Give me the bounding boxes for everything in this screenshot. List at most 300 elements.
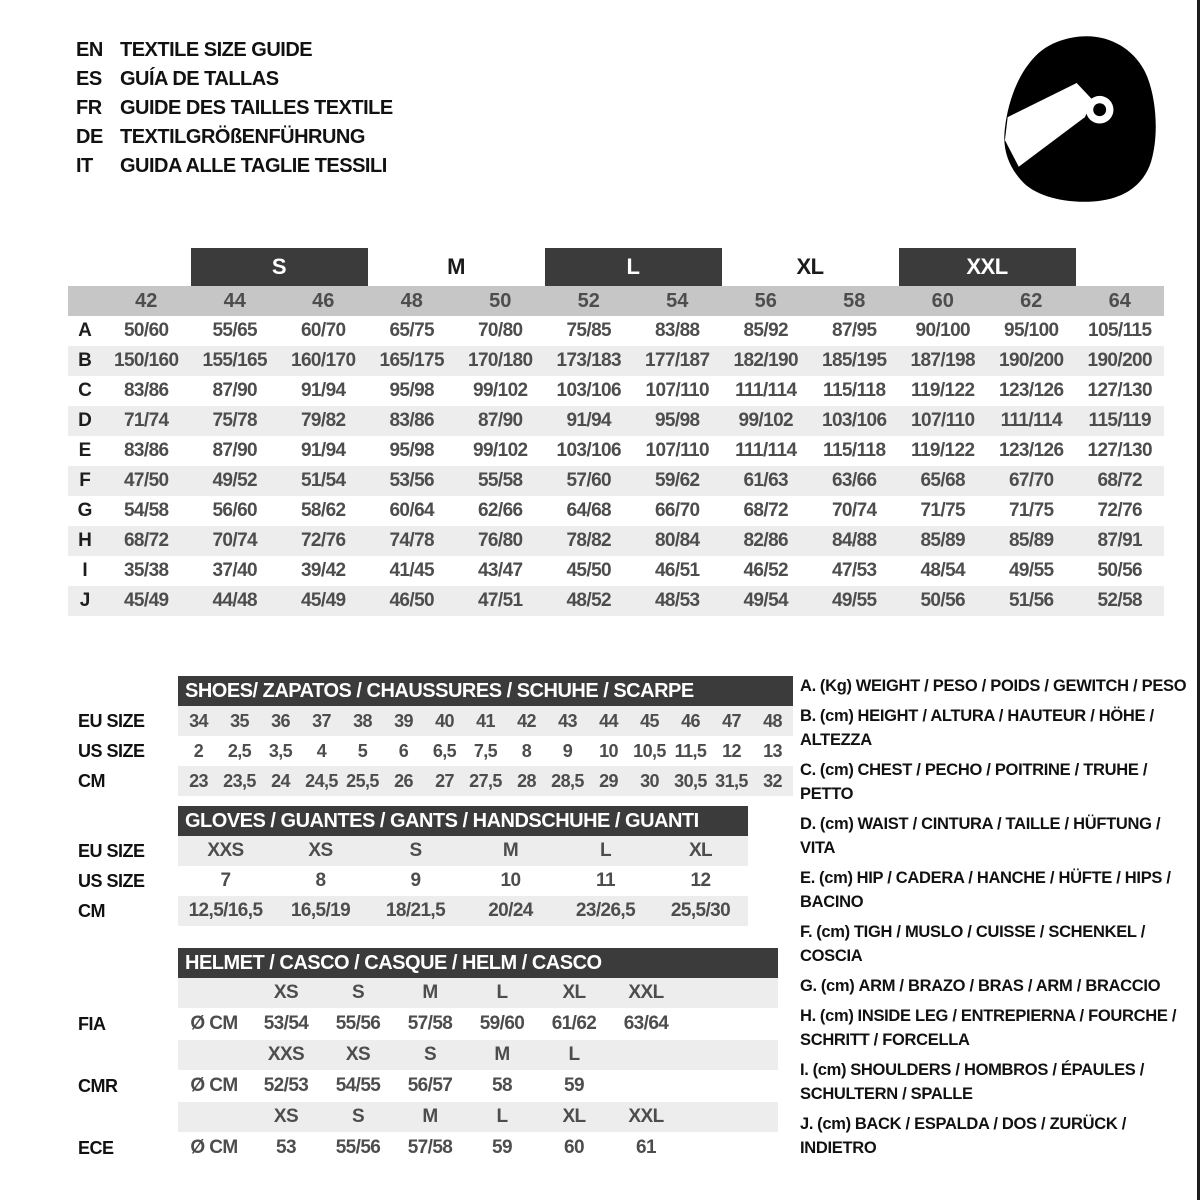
measurement-value: 48/54: [920, 560, 966, 581]
measurement-value: 54/58: [123, 500, 169, 521]
measurement-value: 83/88: [654, 320, 700, 341]
shoes-size-value: 27,5: [469, 770, 502, 791]
shoes-size-value: 30,5: [674, 770, 707, 791]
measurement-value: 99/102: [472, 380, 528, 401]
guide-title: TEXTILGRÖßENFÜHRUNG: [120, 126, 365, 148]
measurement-value: 185/195: [822, 350, 887, 371]
measurement-value: 46/51: [654, 560, 700, 581]
measurement-value: 68/72: [123, 530, 169, 551]
helmet-title-bar: HELMET / CASCO / CASQUE / HELM / CASCO: [178, 948, 778, 978]
shoes-size-value: 4: [316, 740, 327, 761]
helmet-size-value: 63/64: [623, 1013, 669, 1034]
shoes-size-value: 26: [394, 770, 413, 791]
measurement-value: 107/110: [645, 440, 709, 461]
measurement-value: 74/78: [389, 530, 435, 551]
gloves-size-value: 11: [596, 870, 615, 891]
table-row: [68, 556, 1164, 586]
measurement-value: 60/70: [300, 320, 346, 341]
row-letter: H: [78, 530, 92, 551]
legend-item: [800, 812, 1194, 860]
shoes-size-value: 6,5: [432, 740, 457, 761]
measurement-value: 155/165: [202, 350, 267, 371]
language-code: ES: [76, 68, 102, 90]
gloves-size-value: XXS: [207, 840, 244, 861]
legend-item: [800, 1004, 1194, 1052]
shoes-size-value: 42: [517, 710, 536, 731]
legend-text: CHEST / PECHO / POITRINE / TRUHE / PETTO: [800, 761, 1148, 803]
measurement-value: 46/50: [389, 590, 435, 611]
measurement-value: 47/50: [123, 470, 169, 491]
table-row: [68, 316, 1164, 346]
measurement-value: 170/180: [468, 350, 533, 371]
shoes-title-bar: SHOES/ ZAPATOS / CHAUSSURES / SCHUHE / SCARPE: [178, 676, 793, 706]
measurement-value: 127/130: [1087, 440, 1152, 461]
measurement-value: 177/187: [645, 350, 710, 371]
prefix-spacer: [178, 1102, 250, 1132]
size-number: 54: [666, 289, 689, 312]
helmet-size-value: 55/56: [335, 1013, 381, 1034]
size-number: 60: [931, 289, 954, 312]
shoes-size-value: 45: [640, 710, 659, 731]
table-row: [68, 436, 1164, 466]
prefix-spacer: [178, 1040, 250, 1070]
shoes-size-value: 40: [435, 710, 454, 731]
legend-unit: (Kg): [819, 677, 852, 695]
shoes-size-value: 43: [558, 710, 577, 731]
row-label: EU SIZE: [78, 840, 145, 861]
shoes-size-value: 36: [271, 710, 290, 731]
measurement-value: 103/106: [556, 440, 621, 461]
helmet-size-label: M: [494, 1044, 510, 1065]
row-label: CM: [78, 770, 105, 791]
shoes-row-eu: [78, 706, 793, 736]
helmet-value-cells: [178, 1132, 778, 1164]
helmet-size-value: 57/58: [407, 1013, 453, 1034]
measurement-value: 59/62: [654, 470, 700, 491]
measurement-value: 82/86: [743, 530, 789, 551]
size-number: 62: [1020, 289, 1043, 312]
helmet-size-label: L: [496, 1106, 508, 1127]
measurement-value: 95/100: [1003, 320, 1059, 341]
shoes-size-value: 46: [681, 710, 700, 731]
language-code: FR: [76, 97, 102, 119]
table-row: [68, 496, 1164, 526]
helmet-size-label: XL: [562, 1106, 586, 1127]
measurement-value: 63/66: [831, 470, 877, 491]
shoes-size-value: 39: [394, 710, 413, 731]
label-spacer: [78, 676, 178, 706]
measurement-value: 71/75: [1008, 500, 1054, 521]
gloves-cells: [178, 866, 748, 896]
legend-key: G.: [800, 977, 817, 995]
legend-unit: (cm): [819, 1007, 854, 1025]
gloves-size-value: 23/26,5: [575, 900, 636, 921]
measurement-value: 49/54: [743, 590, 789, 611]
row-letter: D: [78, 410, 92, 431]
measurement-value: 49/55: [831, 590, 877, 611]
gloves-size-value: 12: [690, 870, 711, 891]
measurement-value: 95/98: [389, 380, 435, 401]
gloves-row-eu: [78, 836, 748, 866]
measurement-value: 91/94: [300, 440, 346, 461]
legend-item: [800, 674, 1194, 698]
legend-key: H.: [800, 1007, 816, 1025]
measurement-value: 75/85: [566, 320, 612, 341]
legend-text: WAIST / CINTURA / TAILLE / HÜFTUNG / VITA: [800, 815, 1161, 857]
row-letter: A: [78, 320, 92, 341]
label-spacer: [78, 1102, 178, 1132]
size-number: 56: [754, 289, 777, 312]
gloves-size-value: M: [502, 840, 519, 861]
language-row: [76, 65, 393, 94]
size-number: 52: [577, 289, 600, 312]
measurement-value: 65/68: [920, 470, 966, 491]
helmet-size-label: S: [423, 1044, 437, 1065]
measurement-value: 62/66: [477, 500, 523, 521]
shoes-size-value: 24: [271, 770, 290, 791]
measurement-value: 70/74: [831, 500, 877, 521]
language-row: [76, 94, 393, 123]
shoes-header-row: [78, 676, 793, 706]
shoes-size-value: 44: [599, 710, 618, 731]
helmet-size-value: 57/58: [407, 1137, 453, 1158]
size-label-m: M: [447, 254, 465, 279]
row-letter-spacer: [68, 286, 102, 316]
helmet-header-row: [78, 948, 778, 978]
measurement-value: 190/200: [999, 350, 1064, 371]
legend-key: J.: [800, 1115, 814, 1133]
legend-item: [800, 974, 1194, 998]
helmet-size-row: [78, 1040, 778, 1070]
shoes-size-value: 48: [763, 710, 782, 731]
size-number: 58: [843, 289, 866, 312]
helmet-size-label: XL: [562, 982, 586, 1003]
measurement-value: 123/126: [999, 440, 1064, 461]
measurement-value: 83/86: [123, 440, 169, 461]
shoes-size-value: 37: [312, 710, 331, 731]
label-spacer: [78, 1040, 178, 1070]
size-number: 44: [223, 289, 246, 312]
gloves-size-value: 10: [500, 870, 521, 891]
legend-key: E.: [800, 869, 815, 887]
measurement-value: 103/106: [822, 410, 887, 431]
helmet-size-value: 59: [564, 1075, 584, 1096]
diameter-prefix: Ø CM: [190, 1137, 238, 1158]
measurement-value: 51/56: [1008, 590, 1054, 611]
legend-unit: (cm): [819, 707, 854, 725]
size-label-s: S: [191, 248, 368, 286]
measurement-value: 123/126: [999, 380, 1064, 401]
guide-title: GUIDA ALLE TAGLIE TESSILI: [120, 155, 387, 177]
shoes-size-value: 38: [353, 710, 372, 731]
measurement-value: 50/56: [1097, 560, 1143, 581]
size-label-l: L: [545, 248, 722, 286]
shoes-size-value: 25,5: [346, 770, 379, 791]
gloves-size-value: XS: [308, 840, 333, 861]
measurement-value: 165/175: [379, 350, 444, 371]
measurement-value: 50/56: [920, 590, 966, 611]
diameter-prefix: Ø CM: [190, 1075, 238, 1096]
helmet-size-value: 56/57: [407, 1075, 453, 1096]
measurement-value: 85/89: [1008, 530, 1054, 551]
legend-unit: (cm): [820, 977, 855, 995]
measurement-value: 50/60: [123, 320, 169, 341]
shoes-size-value: 3,5: [268, 740, 293, 761]
gloves-size-value: 20/24: [488, 900, 533, 921]
legend-text: INSIDE LEG / ENTREPIERNA / FOURCHE / SCHRITT / FORCELLA: [800, 1007, 1177, 1049]
language-title-list: [76, 36, 393, 181]
shoes-size-value: 27: [435, 770, 454, 791]
helmet-size-cells: [178, 1040, 778, 1070]
helmet-value-row: [78, 1008, 778, 1040]
diameter-prefix: Ø CM: [190, 1013, 238, 1034]
measurement-value: 70/80: [477, 320, 523, 341]
table-row: [68, 406, 1164, 436]
measurement-value: 87/90: [212, 440, 258, 461]
measurement-value: 68/72: [743, 500, 789, 521]
gloves-cells: [178, 896, 748, 926]
gloves-size-value: 7: [220, 870, 231, 891]
helmet-size-label: S: [351, 982, 365, 1003]
shoes-cells: [178, 736, 793, 766]
legend-text: ARM / BRAZO / BRAS / ARM / BRACCIO: [858, 977, 1161, 995]
helmet-size-value: 54/55: [335, 1075, 381, 1096]
measurement-value: 61/63: [743, 470, 789, 491]
shoes-size-value: 41: [476, 710, 495, 731]
gloves-size-table: [78, 806, 748, 926]
helmet-size-label: XS: [273, 982, 299, 1003]
measurement-value: 48/52: [566, 590, 612, 611]
measurement-value: 103/106: [556, 380, 621, 401]
measurement-value: 83/86: [389, 410, 435, 431]
gloves-cells: [178, 836, 748, 866]
measurement-value: 53/56: [389, 470, 435, 491]
measurement-value: 39/42: [300, 560, 346, 581]
measurement-value: 60/64: [389, 500, 435, 521]
measurement-value: 64/68: [566, 500, 612, 521]
gloves-header-row: [78, 806, 748, 836]
legend-unit: (cm): [816, 923, 850, 941]
measurement-value: 95/98: [389, 440, 435, 461]
visor-pivot-center: [1093, 103, 1106, 116]
measurement-value: 65/75: [389, 320, 435, 341]
measurement-value: 87/90: [212, 380, 258, 401]
measurement-value: 71/75: [920, 500, 966, 521]
size-number: 46: [312, 289, 335, 312]
helmet-value-row: [78, 1070, 778, 1102]
row-label: US SIZE: [78, 870, 145, 891]
size-number: 50: [489, 289, 512, 312]
measurement-value: 72/76: [300, 530, 346, 551]
shoes-size-value: 13: [763, 740, 782, 761]
shoes-size-value: 24,5: [305, 770, 338, 791]
shoes-size-value: 23,5: [223, 770, 256, 791]
language-row: [76, 123, 393, 152]
shoes-size-value: 28: [517, 770, 536, 791]
label-spacer: [78, 978, 178, 1008]
label-spacer: [78, 806, 178, 836]
legend-unit: (cm): [812, 1061, 847, 1079]
shoes-size-value: 12: [722, 740, 741, 761]
table-row: [68, 586, 1164, 616]
legend-text: HIP / CADERA / HANCHE / HÜFTE / HIPS / BACINO: [800, 869, 1171, 911]
measurement-value: 80/84: [654, 530, 700, 551]
legend-text: WEIGHT / PESO / POIDS / GEWITCH / PESO: [855, 677, 1187, 695]
measurement-value: 87/95: [831, 320, 877, 341]
measurement-value: 187/198: [910, 350, 975, 371]
legend-item: [800, 920, 1194, 968]
helmet-size-value: 61/62: [551, 1013, 597, 1034]
gloves-size-value: 18/21,5: [385, 900, 446, 921]
standard-label: CMR: [78, 1075, 118, 1096]
measurement-value: 173/183: [556, 350, 621, 371]
shoes-size-value: 2: [193, 740, 204, 761]
size-number: 48: [400, 289, 423, 312]
table-row: [68, 346, 1164, 376]
legend-key: D.: [800, 815, 816, 833]
language-row: [76, 152, 393, 181]
table-row: [68, 526, 1164, 556]
helmet-size-value: 59/60: [479, 1013, 525, 1034]
measurement-value: 91/94: [300, 380, 346, 401]
shoes-row-us: [78, 736, 793, 766]
helmet-value-cells: [178, 1070, 778, 1102]
measurement-value: 107/110: [911, 410, 975, 431]
measurement-value: 107/110: [645, 380, 709, 401]
helmet-size-row: [78, 978, 778, 1008]
standard-label: ECE: [78, 1137, 114, 1158]
measurement-value: 76/80: [477, 530, 523, 551]
legend-item: [800, 704, 1194, 752]
shoes-size-value: 8: [521, 740, 532, 761]
measurement-value: 58/62: [300, 500, 346, 521]
row-letter: B: [78, 350, 92, 371]
shoes-size-value: 11,5: [674, 740, 707, 761]
gloves-size-value: 9: [410, 870, 421, 891]
gloves-size-value: XL: [688, 840, 713, 861]
helmet-size-value: 53: [276, 1137, 296, 1158]
measurement-value: 52/58: [1097, 590, 1143, 611]
legend-text: BACK / ESPALDA / DOS / ZURÜCK / INDIETRO: [800, 1115, 1127, 1157]
measurement-value: 78/82: [566, 530, 612, 551]
measurement-value: 119/122: [911, 440, 975, 461]
measurement-value: 105/115: [1088, 320, 1152, 341]
measurement-value: 70/74: [212, 530, 258, 551]
legend-key: C.: [800, 761, 816, 779]
shoes-size-value: 5: [357, 740, 368, 761]
legend-unit: (cm): [819, 761, 854, 779]
measurement-value: 51/54: [300, 470, 346, 491]
measurement-value: 111/114: [735, 440, 797, 461]
language-code: IT: [76, 155, 93, 177]
measurement-value: 75/78: [212, 410, 258, 431]
measurement-value: 45/49: [123, 590, 169, 611]
measurement-value: 55/58: [477, 470, 523, 491]
racing-helmet-icon: [980, 26, 1166, 210]
measurement-value: 85/89: [920, 530, 966, 551]
shoes-size-table: [78, 676, 793, 796]
row-letter: I: [82, 560, 88, 581]
prefix-spacer: [178, 978, 250, 1008]
legend-key: B.: [800, 707, 816, 725]
row-label: EU SIZE: [78, 710, 145, 731]
gloves-size-value: 25,5/30: [670, 900, 731, 921]
measurement-value: 190/200: [1087, 350, 1152, 371]
measurement-value: 111/114: [735, 380, 797, 401]
legend-unit: (cm): [819, 815, 854, 833]
measurement-value: 48/53: [654, 590, 700, 611]
shoes-size-value: 32: [763, 770, 782, 791]
helmet-size-label: S: [351, 1106, 365, 1127]
language-row: [76, 36, 393, 65]
shoes-size-value: 10: [599, 740, 618, 761]
helmet-size-value: 52/53: [263, 1075, 309, 1096]
measurement-value: 115/118: [823, 440, 886, 461]
helmet-size-label: M: [422, 982, 438, 1003]
helmet-size-label: L: [496, 982, 508, 1003]
row-letter: C: [78, 380, 92, 401]
measurement-value: 43/47: [477, 560, 523, 581]
measurement-value: 79/82: [300, 410, 346, 431]
gloves-size-value: 16,5/19: [290, 900, 351, 921]
numeric-size-row: [68, 286, 1164, 316]
helmet-size-label: [610, 1040, 682, 1070]
size-label-xxl: XXL: [899, 248, 1076, 286]
textile-size-table: [68, 248, 1164, 616]
size-number: 42: [135, 289, 158, 312]
legend-item: [800, 758, 1194, 806]
measurement-value: 127/130: [1087, 380, 1152, 401]
measurement-value: 47/53: [831, 560, 877, 581]
measurement-value: 45/50: [566, 560, 612, 581]
measurement-value: 111/114: [1000, 410, 1062, 431]
row-letter: J: [79, 590, 91, 611]
helmet-size-label: M: [422, 1106, 438, 1127]
gloves-row-us: [78, 866, 748, 896]
helmet-size-value: [610, 1070, 682, 1102]
measurement-value: 115/118: [823, 380, 886, 401]
measurement-value: 99/102: [738, 410, 793, 431]
helmet-value-row: [78, 1132, 778, 1164]
shoes-size-value: 30: [640, 770, 659, 791]
shoes-size-value: 7,5: [473, 740, 498, 761]
label-spacer: [78, 948, 178, 978]
helmet-size-table: [78, 948, 778, 1164]
measurement-value: 83/86: [123, 380, 169, 401]
measurement-value: 71/74: [123, 410, 169, 431]
shoes-row-cm: [78, 766, 793, 796]
measurement-value: 49/55: [1008, 560, 1054, 581]
legend-key: F.: [800, 923, 813, 941]
helmet-size-label: L: [568, 1044, 580, 1065]
legend-unit: (cm): [817, 1115, 851, 1133]
measurement-value: 99/102: [472, 440, 528, 461]
legend-item: [800, 1058, 1194, 1106]
helmet-size-value: 61: [636, 1137, 656, 1158]
legend-item: [800, 866, 1194, 914]
legend-item: [800, 1112, 1194, 1160]
helmet-size-cells: [178, 978, 778, 1008]
row-label: CM: [78, 900, 105, 921]
measurement-value: 182/190: [733, 350, 798, 371]
shoes-size-value: 6: [398, 740, 409, 761]
gloves-row-cm: [78, 896, 748, 926]
measurement-value: 68/72: [1097, 470, 1143, 491]
measurement-value: 119/122: [911, 380, 975, 401]
measurement-rows: [68, 316, 1164, 616]
gloves-title-bar: GLOVES / GUANTES / GANTS / HANDSCHUHE / GUANTI: [178, 806, 748, 836]
row-letter: G: [77, 500, 93, 521]
